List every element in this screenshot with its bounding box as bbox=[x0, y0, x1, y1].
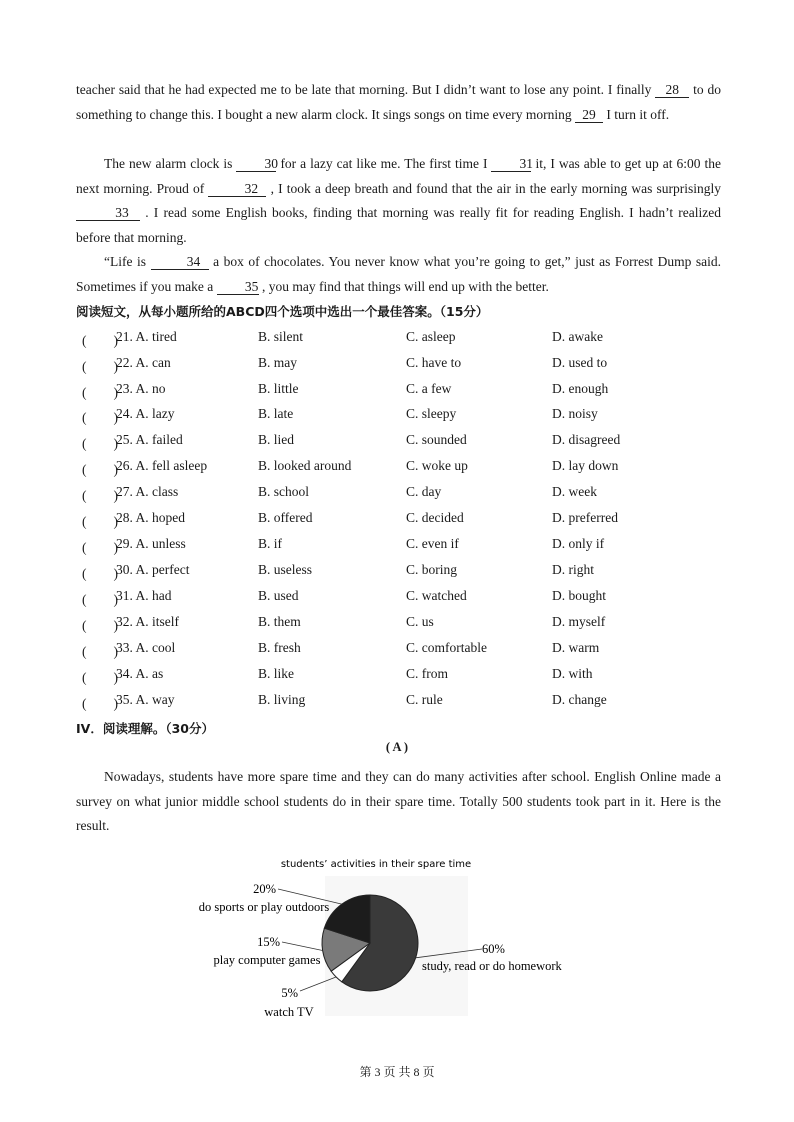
option-a: 24. A. lazy bbox=[116, 406, 175, 421]
slice-category-label: do sports or play outdoors bbox=[198, 900, 330, 914]
question-row bbox=[76, 562, 726, 584]
instruction-heading: 阅读短文，从每小题所给的ABCD四个选项中选出一个最佳答案。（15分） bbox=[76, 304, 489, 319]
answer-paren[interactable]: ( ) bbox=[82, 436, 118, 451]
option-d: D. disagreed bbox=[552, 432, 621, 447]
option-a: 21. A. tired bbox=[116, 329, 177, 344]
blank-34: 34 bbox=[151, 254, 209, 270]
option-c: C. asleep bbox=[406, 329, 456, 344]
option-c: C. from bbox=[406, 666, 448, 681]
blank-31: 31 bbox=[491, 156, 531, 172]
answer-paren[interactable]: ( ) bbox=[82, 333, 118, 348]
option-b: B. school bbox=[258, 484, 310, 499]
pie-chart bbox=[0, 848, 794, 1038]
option-b: B. like bbox=[258, 666, 294, 681]
option-b: B. looked around bbox=[258, 458, 352, 473]
leader-line bbox=[282, 942, 323, 951]
question-row bbox=[76, 381, 726, 403]
option-a: 23. A. no bbox=[116, 381, 166, 396]
answer-paren[interactable]: ( ) bbox=[82, 696, 118, 711]
option-c: C. sounded bbox=[406, 432, 467, 447]
question-row bbox=[76, 355, 726, 377]
option-d: D. change bbox=[552, 692, 607, 707]
slice-category-label: play computer games bbox=[213, 953, 321, 967]
question-row bbox=[76, 329, 726, 351]
option-b: B. offered bbox=[258, 510, 313, 525]
answer-paren[interactable]: ( ) bbox=[82, 670, 118, 685]
option-b: B. may bbox=[258, 355, 297, 370]
passage-paragraph-1: teacher said that he had expected me to be late that morning. But I didn’t want to lose any point. I finally 28 to do something to change this. I bought a new alarm clock. It sings songs on time every morning 29 I turn it off. bbox=[76, 82, 722, 122]
option-a: 30. A. perfect bbox=[116, 562, 190, 577]
slice-category-label: study, read or do homework bbox=[422, 959, 562, 973]
option-c: C. even if bbox=[406, 536, 459, 551]
answer-paren[interactable]: ( ) bbox=[82, 488, 118, 503]
question-row bbox=[76, 484, 726, 506]
question-row bbox=[76, 614, 726, 636]
option-d: D. used to bbox=[552, 355, 608, 370]
option-b: B. little bbox=[258, 381, 299, 396]
option-d: D. myself bbox=[552, 614, 606, 629]
option-d: D. week bbox=[552, 484, 597, 499]
option-c: C. woke up bbox=[406, 458, 468, 473]
passage-paragraph-3: “Life is 34 a box of chocolates. You never know what you’re going to get,” just as Forrest Dump said. Sometimes if you make a 35 , you may find that things will end up with the better. bbox=[76, 254, 722, 294]
option-d: D. enough bbox=[552, 381, 609, 396]
answer-paren[interactable]: ( ) bbox=[82, 644, 118, 659]
question-row bbox=[76, 666, 726, 688]
slice-percent-label: 60% bbox=[482, 942, 505, 956]
answer-paren[interactable]: ( ) bbox=[82, 540, 118, 555]
blank-28: 28 bbox=[655, 82, 689, 98]
option-b: B. lied bbox=[258, 432, 294, 447]
option-c: C. sleepy bbox=[406, 406, 457, 421]
blank-30: 30 bbox=[236, 156, 276, 172]
option-a: 27. A. class bbox=[116, 484, 179, 499]
page-footer: 第 3 页 共 8 页 bbox=[359, 1065, 435, 1079]
option-a: 35. A. way bbox=[116, 692, 175, 707]
answer-paren[interactable]: ( ) bbox=[82, 385, 118, 400]
option-a: 28. A. hoped bbox=[116, 510, 185, 525]
answer-paren[interactable]: ( ) bbox=[82, 359, 118, 374]
option-c: C. comfortable bbox=[406, 640, 487, 655]
passage-paragraph-2: The new alarm clock is 30 for a lazy cat like me. The first time I 31 it, I was able to get up at 6:00 the next morning. Proud of 32 , I took a deep breath and found that the air in the early morning was surprisingly 33 . I read some English books, finding that morning was really fit for reading English. I hadn’t realized before that morning. bbox=[76, 156, 722, 245]
option-d: D. awake bbox=[552, 329, 603, 344]
option-d: D. only if bbox=[552, 536, 605, 551]
option-c: C. watched bbox=[406, 588, 467, 603]
answer-paren[interactable]: ( ) bbox=[82, 592, 118, 607]
option-d: D. right bbox=[552, 562, 594, 577]
question-row bbox=[76, 432, 726, 454]
option-a: 31. A. had bbox=[116, 588, 172, 603]
option-c: C. decided bbox=[406, 510, 464, 525]
option-d: D. lay down bbox=[552, 458, 619, 473]
slice-percent-label: 20% bbox=[253, 882, 276, 896]
option-a: 26. A. fell asleep bbox=[116, 458, 208, 473]
blank-32: 32 bbox=[208, 181, 266, 197]
question-row bbox=[76, 536, 726, 558]
option-b: B. if bbox=[258, 536, 283, 551]
option-b: B. useless bbox=[258, 562, 312, 577]
answer-paren[interactable]: ( ) bbox=[82, 514, 118, 529]
option-a: 32. A. itself bbox=[116, 614, 179, 629]
option-d: D. bought bbox=[552, 588, 606, 603]
option-c: C. rule bbox=[406, 692, 443, 707]
question-row bbox=[76, 458, 726, 480]
chart-title: students’ activities in their spare time bbox=[280, 859, 472, 870]
option-b: B. them bbox=[258, 614, 301, 629]
slice-category-label: watch TV bbox=[264, 1005, 314, 1019]
option-a: 34. A. as bbox=[116, 666, 164, 681]
option-a: 25. A. failed bbox=[116, 432, 183, 447]
option-b: B. fresh bbox=[258, 640, 301, 655]
question-row bbox=[76, 692, 726, 714]
blank-29: 29 bbox=[575, 107, 603, 123]
option-d: D. warm bbox=[552, 640, 600, 655]
reading-paragraph: Nowadays, students have more spare time and they can do many activities after school. English Online made a survey on what junior middle school students do in their spare time. Totally 500 students took part in it. Here is the result. bbox=[76, 769, 721, 834]
section-iv-heading: IV．阅读理解。（30分） bbox=[76, 721, 214, 736]
option-d: D. preferred bbox=[552, 510, 618, 525]
question-row bbox=[76, 510, 726, 532]
option-c: C. have to bbox=[406, 355, 462, 370]
answer-paren[interactable]: ( ) bbox=[82, 618, 118, 633]
option-c: C. boring bbox=[406, 562, 458, 577]
option-c: C. a few bbox=[406, 381, 452, 396]
option-b: B. used bbox=[258, 588, 299, 603]
answer-paren[interactable]: ( ) bbox=[82, 462, 118, 477]
option-a: 22. A. can bbox=[116, 355, 171, 370]
option-d: D. with bbox=[552, 666, 593, 681]
option-c: C. day bbox=[406, 484, 442, 499]
blank-35: 35 bbox=[217, 279, 259, 295]
option-a: 33. A. cool bbox=[116, 640, 176, 655]
question-row bbox=[76, 640, 726, 662]
answer-paren[interactable]: ( ) bbox=[82, 410, 118, 425]
option-d: D. noisy bbox=[552, 406, 598, 421]
option-b: B. late bbox=[258, 406, 294, 421]
blank-33: 33 bbox=[76, 205, 140, 221]
answer-paren[interactable]: ( ) bbox=[82, 566, 118, 581]
option-a: 29. A. unless bbox=[116, 536, 186, 551]
question-row bbox=[76, 588, 726, 610]
slice-percent-label: 5% bbox=[281, 986, 298, 1000]
slice-percent-label: 15% bbox=[257, 935, 280, 949]
part-a-label: ( A ) bbox=[385, 740, 409, 754]
option-b: B. living bbox=[258, 692, 306, 707]
option-c: C. us bbox=[406, 614, 434, 629]
option-b: B. silent bbox=[258, 329, 304, 344]
question-row bbox=[76, 406, 726, 428]
